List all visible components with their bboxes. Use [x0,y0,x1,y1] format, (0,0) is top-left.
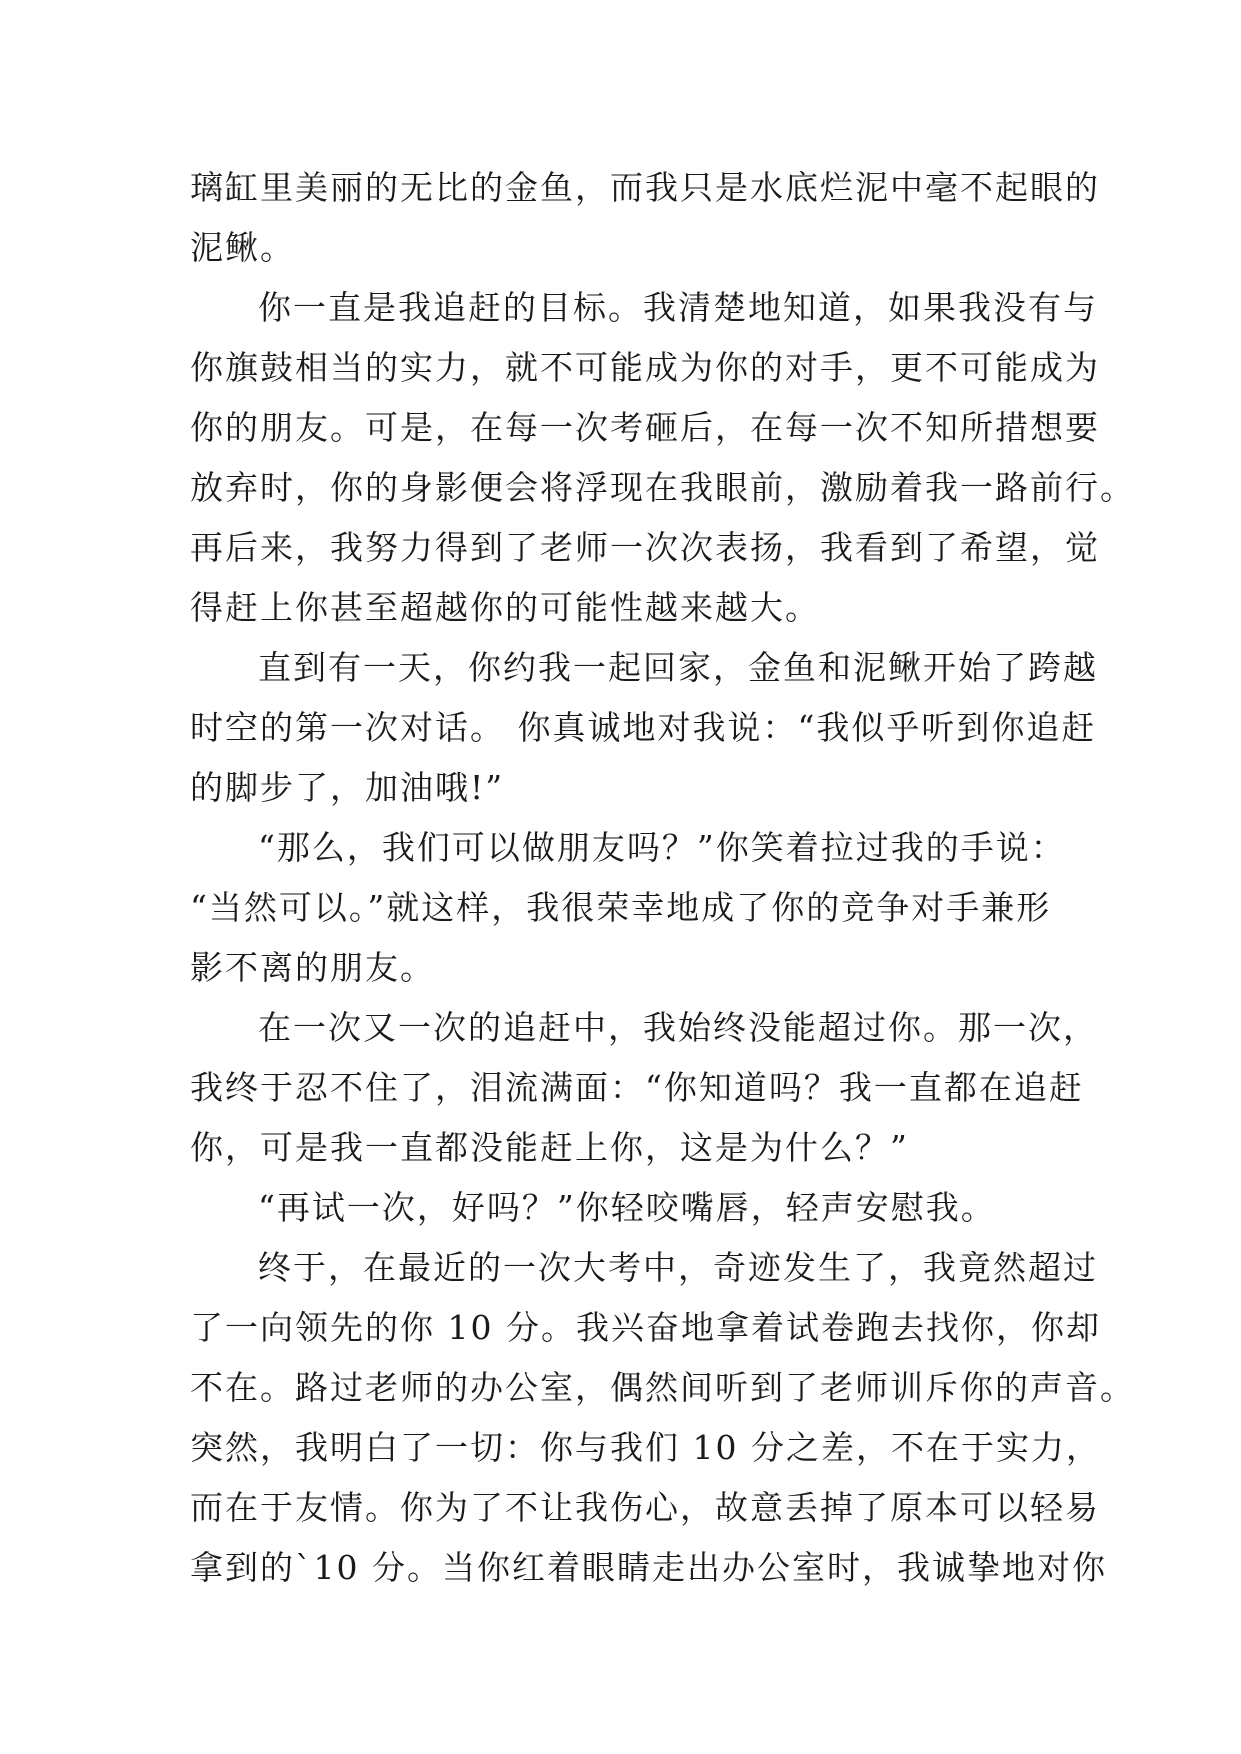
text-line: 放弃时，你的身影便会将浮现在我眼前，激励着我一路前行。 [190,468,1135,507]
text-line: 再后来，我努力得到了老师一次次表扬，我看到了希望，觉 [190,528,1100,567]
text-line: 直到有一天，你约我一起回家，金鱼和泥鳅开始了跨越 [258,648,1098,687]
text-line: 你旗鼓相当的实力，就不可能成为你的对手，更不可能成为 [190,348,1100,387]
text-line: 突然，我明白了一切：你与我们 10 分之差，不在于实力， [190,1428,1101,1467]
text-line: 我终于忍不住了，泪流满面：“你知道吗？我一直都在追赶 [190,1068,1084,1107]
text-line: “再试一次，好吗？”你轻咬嘴唇，轻声安慰我。 [258,1188,996,1227]
text-line: 你的朋友。可是，在每一次考砸后，在每一次不知所措想要 [190,408,1100,447]
text-line: 在一次又一次的追赶中，我始终没能超过你。那一次， [258,1008,1098,1047]
text-line: 你，可是我一直都没能赶上你，这是为什么？” [190,1128,909,1167]
body-text [190,158,1135,1598]
text-line: “当然可以。”就这样，我很荣幸地成了你的竞争对手兼形 [190,888,1052,927]
text-line: 时空的第一次对话。 你真诚地对我说：“我似乎听到你追赶 [190,708,1097,747]
text-line: 终于，在最近的一次大考中，奇迹发生了，我竟然超过 [258,1248,1098,1287]
text-line: 拿到的`10 分。当你红着眼睛走出办公室时，我诚挚地对你 [190,1548,1107,1587]
text-line: 影不离的朋友。 [190,948,435,987]
text-line: 得赶上你甚至超越你的可能性越来越大。 [190,588,820,627]
text-line: 你一直是我追赶的目标。我清楚地知道，如果我没有与 [258,288,1098,327]
text-line: “那么，我们可以做朋友吗？”你笑着拉过我的手说： [258,828,1066,867]
text-line: 璃缸里美丽的无比的金鱼，而我只是水底烂泥中毫不起眼的 [190,168,1100,207]
text-line: 而在于友情。你为了不让我伤心，故意丢掉了原本可以轻易 [190,1488,1100,1527]
text-line: 的脚步了，加油哦!” [190,768,505,807]
text-line: 泥鳅。 [190,228,295,267]
text-line: 了一向领先的你 10 分。我兴奋地拿着试卷跑去找你，你却 [190,1308,1101,1347]
text-line: 不在。路过老师的办公室，偶然间听到了老师训斥你的声音。 [190,1368,1135,1407]
